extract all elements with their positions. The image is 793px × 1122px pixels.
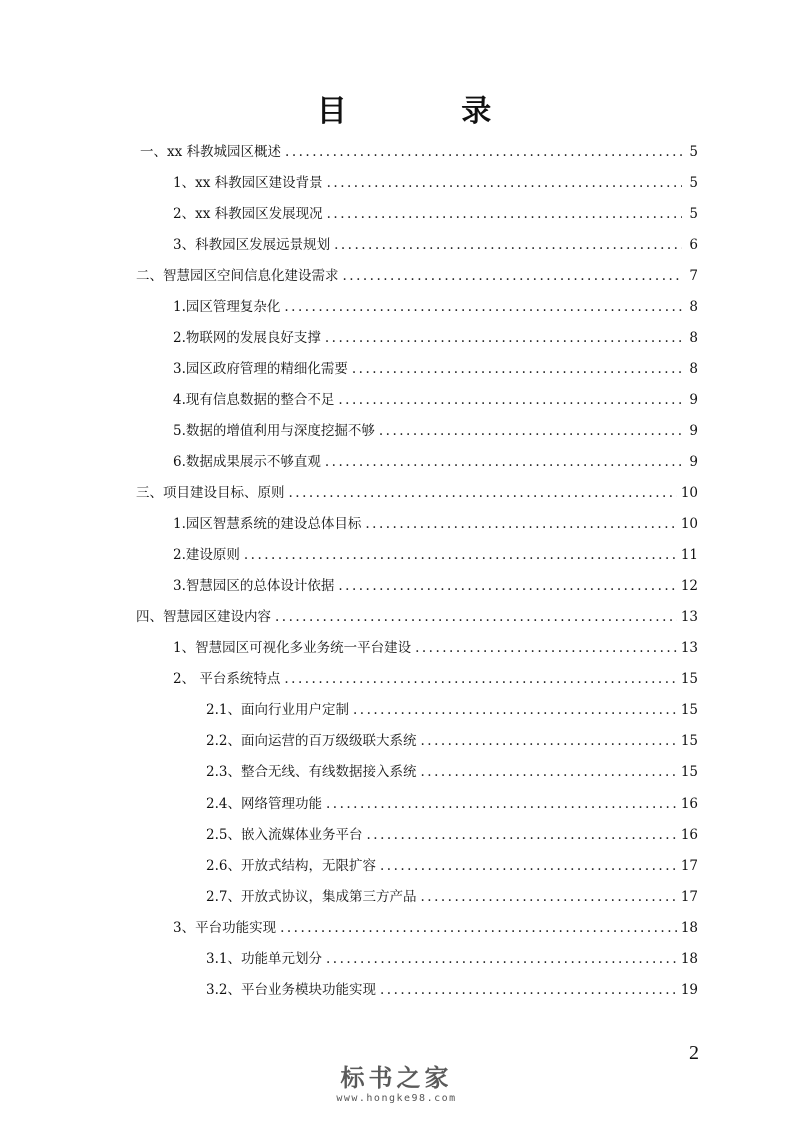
toc-entry[interactable] (206, 698, 698, 722)
toc-entry-page: 15 (680, 733, 698, 749)
toc-entry-page: 19 (680, 982, 698, 998)
toc-entry-page: 8 (689, 299, 698, 315)
toc-entry-label: 3、科教园区发展远景规划 (173, 237, 331, 253)
toc-entry-page: 8 (689, 361, 698, 377)
toc-entry-page: 9 (689, 423, 698, 439)
toc-entry-label: 1、xx 科教园区建设背景 (173, 175, 323, 191)
toc-entry-label: 2、 平台系统特点 (173, 671, 281, 687)
toc-leader-dots (244, 543, 677, 567)
toc-leader-dots (285, 140, 682, 164)
toc-entry[interactable] (206, 792, 698, 816)
toc-leader-dots (420, 760, 676, 784)
toc-entry-label: 1.园区智慧系统的建设总体目标 (173, 516, 362, 532)
toc-leader-dots (366, 823, 676, 847)
toc-leader-dots (326, 792, 677, 816)
toc-leader-dots (380, 978, 677, 1002)
toc-entry[interactable] (173, 543, 698, 567)
toc-leader-dots (325, 450, 682, 474)
toc-title: 目 录 (316, 94, 544, 129)
toc-entry[interactable] (206, 823, 698, 847)
toc-entry[interactable] (173, 202, 698, 226)
toc-leader-dots (289, 481, 677, 505)
toc-entry-page: 8 (689, 330, 698, 346)
toc-entry[interactable] (136, 481, 698, 505)
toc-entry-label: 3.2、平台业务模块功能实现 (206, 982, 376, 998)
toc-entry[interactable] (173, 512, 698, 536)
toc-entry-label: 2.7、开放式协议，集成第三方产品 (206, 889, 417, 905)
toc-entry-page: 18 (680, 920, 698, 936)
toc-entry-page: 5 (689, 175, 698, 191)
toc-entry-page: 10 (680, 516, 698, 532)
toc-entry-label: 四、智慧园区建设内容 (136, 609, 271, 625)
toc-entry-page: 7 (689, 268, 698, 284)
toc-leader-dots (343, 264, 683, 288)
toc-entry-label: 三、项目建设目标、原则 (136, 485, 285, 501)
toc-entry-label: 2、xx 科教园区发展现况 (173, 206, 323, 222)
toc-entry[interactable] (173, 916, 698, 940)
toc-entry-label: 1.园区管理复杂化 (173, 299, 281, 315)
toc-entry-page: 10 (680, 485, 698, 501)
toc-entry[interactable] (136, 264, 698, 288)
toc-entry-label: 3、平台功能实现 (173, 920, 277, 936)
toc-entry[interactable] (173, 388, 698, 412)
toc-entry-page: 12 (680, 578, 698, 594)
toc-entry-label: 2.3、整合无线、有线数据接入系统 (206, 764, 417, 780)
toc-entry-label: 4.现有信息数据的整合不足 (173, 392, 335, 408)
toc-entry-label: 2.2、面向运营的百万级级联大系统 (206, 733, 417, 749)
toc-entry-label: 2.建设原则 (173, 547, 240, 563)
toc-leader-dots (280, 916, 677, 940)
toc-leader-dots (420, 885, 676, 909)
toc-entry[interactable] (173, 233, 698, 257)
toc-entry[interactable] (206, 978, 698, 1002)
toc-entry-page: 15 (680, 764, 698, 780)
toc-entry-page: 13 (680, 609, 698, 625)
toc-entry[interactable] (206, 729, 698, 753)
toc-entry[interactable] (206, 947, 698, 971)
toc-entry[interactable] (206, 760, 698, 784)
toc-entry-page: 18 (680, 951, 698, 967)
toc-leader-dots (327, 171, 682, 195)
toc-leader-dots (415, 636, 677, 660)
toc-entry[interactable] (173, 419, 698, 443)
toc-entry[interactable] (173, 326, 698, 350)
toc-entry-label: 6.数据成果展示不够直观 (173, 454, 321, 470)
toc-entry-page: 11 (680, 547, 698, 563)
toc-entry[interactable] (173, 450, 698, 474)
toc-entry[interactable] (140, 140, 698, 164)
toc-leader-dots (327, 202, 682, 226)
toc-entry-page: 6 (689, 237, 698, 253)
toc-entry[interactable] (173, 574, 698, 598)
toc-leader-dots (352, 357, 682, 381)
toc-entry-label: 2.物联网的发展良好支撑 (173, 330, 321, 346)
toc-leader-dots (326, 947, 677, 971)
toc-entry[interactable] (173, 295, 698, 319)
toc-leader-dots (325, 326, 682, 350)
toc-leader-dots (284, 667, 676, 691)
toc-leader-dots (334, 233, 682, 257)
toc-entry-page: 5 (689, 206, 698, 222)
toc-leader-dots (365, 512, 676, 536)
toc-entry-page: 17 (680, 858, 698, 874)
toc-entry-page: 9 (689, 392, 698, 408)
toc-entry-page: 15 (680, 671, 698, 687)
toc-entry-label: 2.1、面向行业用户定制 (206, 702, 349, 718)
toc-entry-page: 15 (680, 702, 698, 718)
toc-leader-dots (353, 698, 677, 722)
page-number: 2 (689, 1042, 699, 1064)
toc-entry-label: 2.6、开放式结构，无限扩容 (206, 858, 376, 874)
toc-entry-label: 1、智慧园区可视化多业务统一平台建设 (173, 640, 412, 656)
toc-leader-dots (379, 419, 682, 443)
toc-entry-label: 3.园区政府管理的精细化需要 (173, 361, 348, 377)
toc-entry[interactable] (206, 854, 698, 878)
toc-entry-page: 16 (680, 796, 698, 812)
toc-entry-label: 一、xx 科教城园区概述 (140, 144, 282, 160)
toc-entry-page: 5 (689, 144, 698, 160)
toc-entry[interactable] (136, 605, 698, 629)
toc-entry[interactable] (206, 885, 698, 909)
watermark (0, 1063, 793, 1105)
toc-leader-dots (380, 854, 677, 878)
toc-leader-dots (338, 388, 682, 412)
toc-leader-dots (338, 574, 676, 598)
watermark-logo: 标书之家 (340, 1064, 453, 1092)
toc-entry-page: 13 (680, 640, 698, 656)
toc-entry-label: 5.数据的增值利用与深度挖掘不够 (173, 423, 375, 439)
toc-entry-label: 二、智慧园区空间信息化建设需求 (136, 268, 339, 284)
toc-entry[interactable] (173, 357, 698, 381)
toc-leader-dots (420, 729, 676, 753)
toc-entry-page: 16 (680, 827, 698, 843)
toc-leader-dots (275, 605, 677, 629)
toc-entry[interactable] (173, 667, 698, 691)
toc-entry-label: 3.智慧园区的总体设计依据 (173, 578, 335, 594)
watermark-url: www.hongke98.com (336, 1093, 457, 1104)
toc-entry[interactable] (173, 636, 698, 660)
toc-entry-label: 2.5、嵌入流媒体业务平台 (206, 827, 363, 843)
toc-entry-label: 3.1、功能单元划分 (206, 951, 322, 967)
toc-entry-page: 17 (680, 889, 698, 905)
toc-leader-dots (284, 295, 682, 319)
toc-entry-label: 2.4、网络管理功能 (206, 796, 322, 812)
toc-entry-page: 9 (689, 454, 698, 470)
toc-entry[interactable] (173, 171, 698, 195)
